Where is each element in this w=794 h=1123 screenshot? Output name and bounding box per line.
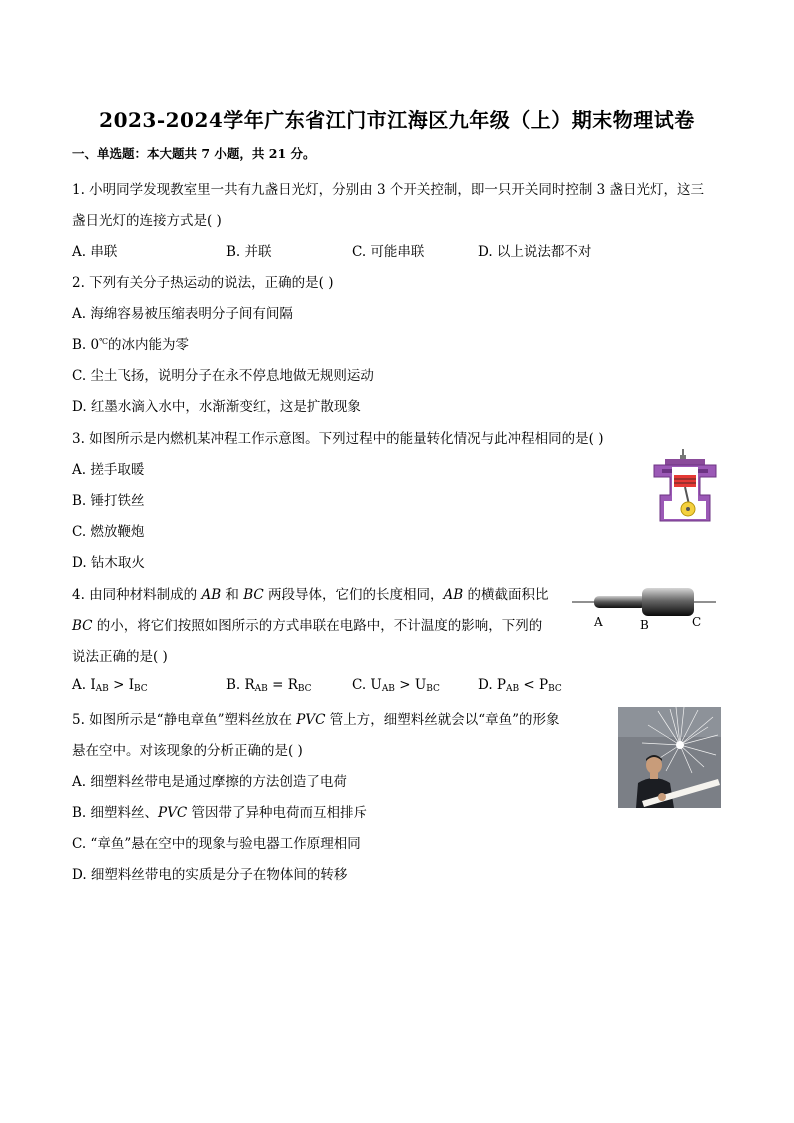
conductor-ab: AB [201, 587, 222, 603]
degree-celsius-symbol: ℃ [99, 337, 109, 346]
q4-text: 4. 由同种材料制成的 [72, 587, 202, 603]
q5-stem-line1 [72, 708, 560, 728]
q1-option-c[interactable]: C. 可能串联 [352, 244, 425, 260]
subscript: AB [506, 684, 520, 694]
q3-option-d[interactable]: D. 钻木取火 [72, 555, 145, 571]
q5-option-c[interactable]: C. “章鱼”悬在空中的现象与验电器工作原理相同 [72, 836, 361, 852]
q4-option-a[interactable] [72, 677, 148, 694]
q3-option-b[interactable]: B. 锤打铁丝 [72, 493, 145, 509]
q4-text: 和 [221, 587, 244, 603]
subscript: BC [548, 684, 562, 694]
option-text: D. P [478, 677, 507, 693]
subscript: AB [381, 684, 395, 694]
q2-option-d[interactable]: D. 红墨水滴入水中，水渐渐变红，这是扩散现象 [72, 399, 361, 415]
option-text: 管因带了异种电荷而互相排斥 [187, 805, 367, 821]
static-octopus-photo [618, 707, 721, 808]
section-heading: 一、单选题：本大题共 7 小题，共 21 分。 [72, 146, 316, 161]
pvc-term: PVC [158, 805, 188, 821]
subscript: AB [95, 684, 109, 694]
subscript: BC [426, 684, 440, 694]
option-text: = R [267, 677, 298, 693]
engine-diagram [650, 447, 720, 522]
q1-stem-line2: 盏日光灯的连接方式是( ) [72, 213, 222, 229]
conductor-diagram [570, 582, 720, 632]
q1-stem-line1: 1. 小明同学发现教室里一共有九盏日光灯，分别由 3 个开关控制，即一只开关同时控制 3 盏日光灯，这三 [72, 182, 705, 198]
q1-option-b[interactable]: B. 并联 [226, 244, 272, 260]
q4-stem-line1 [72, 583, 549, 603]
option-text: C. U [352, 677, 382, 693]
conductor-bc: BC [72, 618, 93, 634]
label-a: A [594, 615, 603, 629]
q1-option-a[interactable]: A. 串联 [72, 244, 118, 260]
subscript: AB [254, 684, 268, 694]
q4-text: 的小，将它们按照如图所示的方式串联在电路中，不计温度的影响，下列的 [92, 618, 543, 634]
page-title: 2023-2024学年广东省江门市江海区九年级（上）期末物理试卷 [99, 108, 695, 132]
conductor-ab: AB [443, 587, 464, 603]
q4-option-c[interactable] [352, 677, 440, 694]
q3-stem: 3. 如图所示是内燃机某冲程工作示意图。下列过程中的能量转化情况与此冲程相同的是( ) [72, 431, 604, 447]
option-text: B. 细塑料丝、 [72, 805, 159, 821]
subscript: BC [134, 684, 148, 694]
q2-option-a[interactable]: A. 海绵容易被压缩表明分子间有间隔 [72, 306, 293, 322]
label-b: B [640, 618, 649, 632]
q5-stem-line2: 悬在空中。对该现象的分析正确的是( ) [72, 743, 303, 759]
q4-text: 两段导体，它们的长度相同， [263, 587, 444, 603]
q4-option-b[interactable] [226, 677, 312, 694]
q2-option-b-post: 的冰内能为零 [108, 337, 190, 353]
option-text: < P [519, 677, 549, 693]
option-text: B. R [226, 677, 255, 693]
q3-option-c[interactable]: C. 燃放鞭炮 [72, 524, 145, 540]
q5-text: 5. 如图所示是“静电章鱼”塑料丝放在 [72, 712, 297, 728]
pvc-term: PVC [296, 712, 326, 728]
q5-text: 管上方，细塑料丝就会以“章鱼”的形象 [325, 712, 560, 728]
q4-stem-line3: 说法正确的是( ) [72, 649, 168, 665]
q2-option-c[interactable]: C. 尘土飞扬，说明分子在永不停息地做无规则运动 [72, 368, 374, 384]
q5-option-d[interactable]: D. 细塑料丝带电的实质是分子在物体间的转移 [72, 867, 348, 883]
q4-option-d[interactable] [478, 677, 562, 694]
option-text: > I [108, 677, 135, 693]
q5-option-b[interactable] [72, 801, 367, 821]
q2-stem: 2. 下列有关分子热运动的说法，正确的是( ) [72, 275, 334, 291]
label-c: C [692, 615, 702, 629]
option-text: A. I [72, 677, 96, 693]
q4-stem-line2 [72, 614, 542, 634]
q1-option-d[interactable]: D. 以上说法都不对 [478, 244, 592, 260]
option-text: > U [394, 677, 427, 693]
q4-text: 的横截面积比 [463, 587, 549, 603]
q3-option-a[interactable]: A. 搓手取暖 [72, 462, 145, 478]
q5-option-a[interactable]: A. 细塑料丝带电是通过摩擦的方法创造了电荷 [72, 774, 347, 790]
q2-option-b[interactable] [72, 333, 189, 353]
conductor-bc: BC [243, 587, 264, 603]
q2-option-b-pre: B. 0 [72, 337, 100, 353]
subscript: BC [297, 684, 312, 694]
